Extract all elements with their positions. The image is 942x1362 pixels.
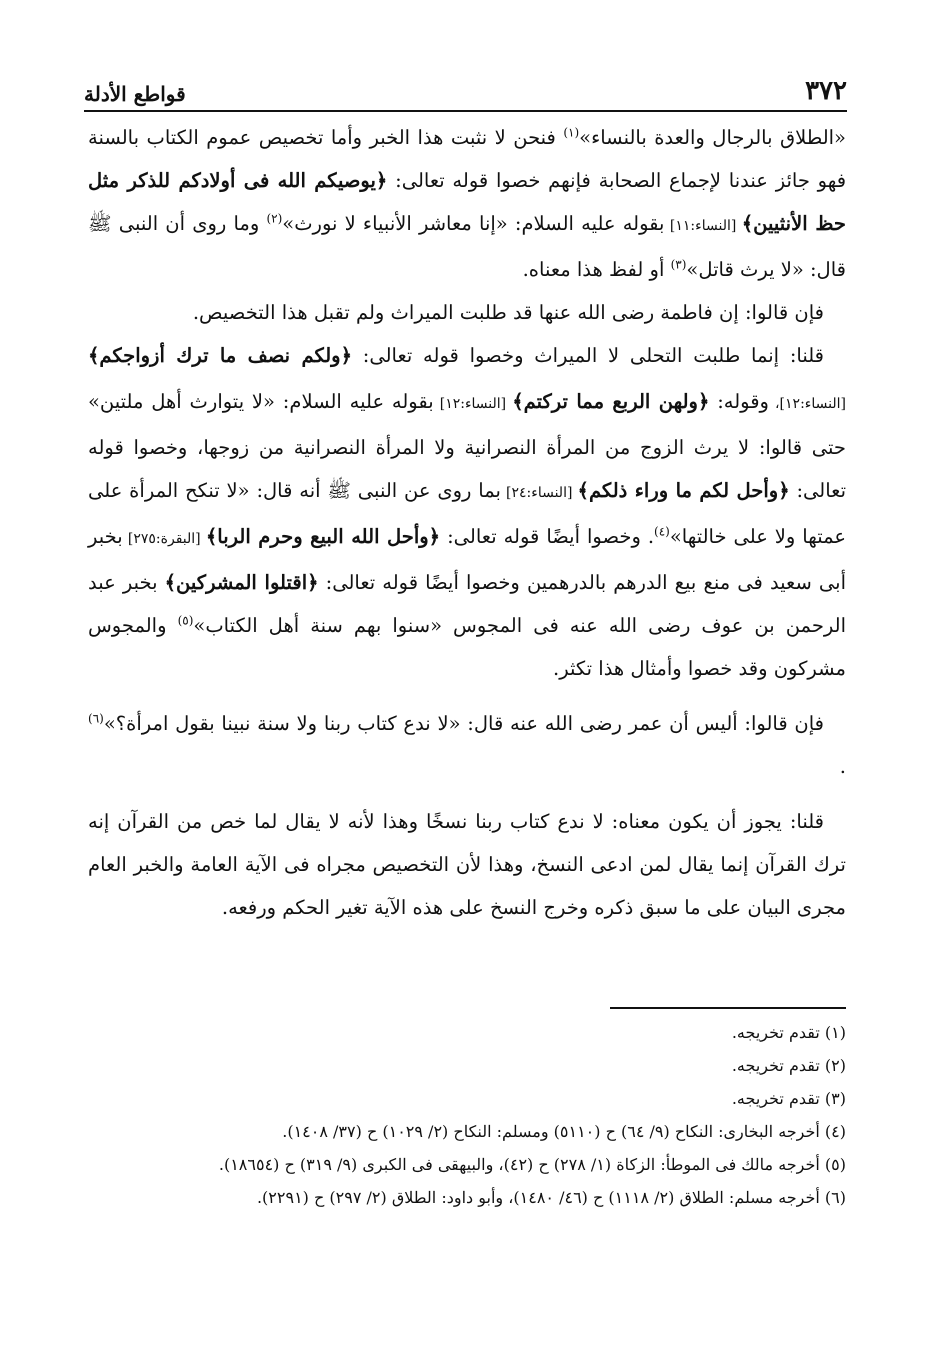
footnote-marker: (٦) xyxy=(88,711,104,726)
text-span: «الطلاق بالرجال والعدة بالنساء» xyxy=(579,126,846,149)
text-span: . وخصوا أيضًا قوله تعالى: xyxy=(440,525,655,548)
text-span: فنحن لا نثبت هذا الخبر وأما تخصيص عموم الكتاب بالسنة فهو جائز عندنا لإجماع الصحابة فإنهم خصوا قوله تعالى: xyxy=(88,126,847,192)
quran-quote: ﴿ولكم نصف ما ترك أزواجكم﴾ xyxy=(88,344,352,367)
footnote: (٣) تقدم تخريجه. xyxy=(731,1089,846,1108)
page-header xyxy=(84,66,847,112)
text-span: بخبر عبد الرحمن بن عوف رضى الله عنه فى المجوس «سنوا بهم سنة أهل الكتاب» xyxy=(88,571,846,637)
paragraph-1 xyxy=(88,116,846,291)
paragraph-5: قلنا: يجوز أن يكون معناه: لا ندع كتاب ربنا نسخًا وهذا لأنه لا يقال لما خص من القرآن إنه ترك القرآن إنما يقال لمن ادعى النسخ، وهذا لأن التخصيص مجراه فى الآية العامة والخبر العام مجرى البيان على ما سبق ذكره وخرج النسخ على هذه الآية تغير الحكم ورفعه. xyxy=(88,810,846,919)
paragraph-3 xyxy=(88,334,846,690)
footnote-marker: (١) xyxy=(563,125,580,140)
footnote-marker: (٢) xyxy=(266,211,283,226)
paragraph-4 xyxy=(88,702,846,788)
text-span: . xyxy=(839,755,846,778)
text-span: بقوله عليه السلام: «إنا معاشر الأنبياء لا نورث» xyxy=(282,212,665,235)
quran-quote: ﴿يوصيكم الله فى أولادكم للذكر مثل حظ الأنثيين﴾ xyxy=(88,169,846,235)
quran-quote: ﴿اقتلوا المشركين﴾ xyxy=(164,571,319,594)
text-span: قلنا: إنما طلبت التحلى لا الميراث وخصوا قوله تعالى: xyxy=(352,344,824,367)
paragraph-2: فإن قالوا: إن فاطمة رضى الله عنها قد طلبت الميراث ولم تقبل هذا التخصيص. xyxy=(192,301,824,324)
footnote: (٦) أخرجه مسلم: الطلاق (٢/ ١١١٨) ح (٤٦/ ١٤٨٠)، وأبو داود: الطلاق (٢/ ٢٩٧) ح (٢٢٩١). xyxy=(256,1188,846,1207)
text-span: بخبر أبى سعيد فى منع بيع الدرهم بالدرهمين وخصوا أيضًا قوله تعالى: xyxy=(88,525,847,594)
footnote: (٢) تقدم تخريجه. xyxy=(731,1056,846,1075)
text-span: بما روى عن النبى ﷺ أنه قال: «لا تنكح المرأة على عمتها ولا على خالتها» xyxy=(88,479,847,548)
text-span: والمجوس مشركون وقد خصوا وأمثال هذا تكثر. xyxy=(88,614,846,680)
footnote-separator xyxy=(610,1007,846,1009)
running-title: قواطع الأدلة xyxy=(84,82,186,106)
text-span: فإن قالوا: أليس أن عمر رضى الله عنه قال: «لا ندع كتاب ربنا ولا سنة نبينا بقول امرأة؟» xyxy=(103,712,824,735)
verse-reference: [النساء:٢٤] xyxy=(500,485,578,501)
page-number: ٣٧٢ xyxy=(805,76,847,106)
footnote: (٥) أخرجه مالك فى الموطأ: الزكاة (١/ ٢٧٨) ح (٤٢)، والبيهقى فى الكبرى (٩/ ٣١٩) ح (١٨٦٥٤). xyxy=(218,1155,846,1174)
verse-reference: [النساء:١١] xyxy=(664,218,742,234)
footnote-marker: (٣) xyxy=(670,257,687,272)
text-span: أو لفظ هذا معناه. xyxy=(522,258,671,281)
footnote-marker: (٤) xyxy=(654,524,670,539)
main-text xyxy=(88,116,846,929)
text-span: بقوله عليه السلام: «لا يتوارث أهل ملتين» حتى قالوا: لا يرث الزوج من المرأة النصرانية ولا المرأة النصرانية من زوجها، وخصوا قوله تعالى: xyxy=(88,390,847,502)
verse-reference: [البقرة:٢٧٥] xyxy=(122,531,206,547)
verse-reference: [النساء:١٢] xyxy=(433,396,513,412)
text-span: وما روى أن النبى ﷺ قال: «لا يرث قاتل» xyxy=(88,212,846,281)
quran-quote: ﴿ولهن الربع مما تركتم﴾ xyxy=(512,390,710,413)
text-span: وقوله: xyxy=(709,390,769,413)
footnote-marker: (٥) xyxy=(177,613,194,628)
footnotes xyxy=(88,1016,846,1214)
verse-reference: [النساء:١٢]، xyxy=(768,396,846,412)
footnote: (٤) أخرجه البخارى: النكاح (٩/ ٦٤) ح (٥١١٠) ومسلم: النكاح (٢/ ١٠٢٩) ح (٣٧/ ١٤٠٨). xyxy=(282,1122,846,1141)
quran-quote: ﴿وأحل لكم ما وراء ذلكم﴾ xyxy=(577,479,790,502)
footnote: (١) تقدم تخريجه. xyxy=(731,1023,846,1042)
quran-quote: ﴿وأحل الله البيع وحرم الربا﴾ xyxy=(205,525,441,548)
